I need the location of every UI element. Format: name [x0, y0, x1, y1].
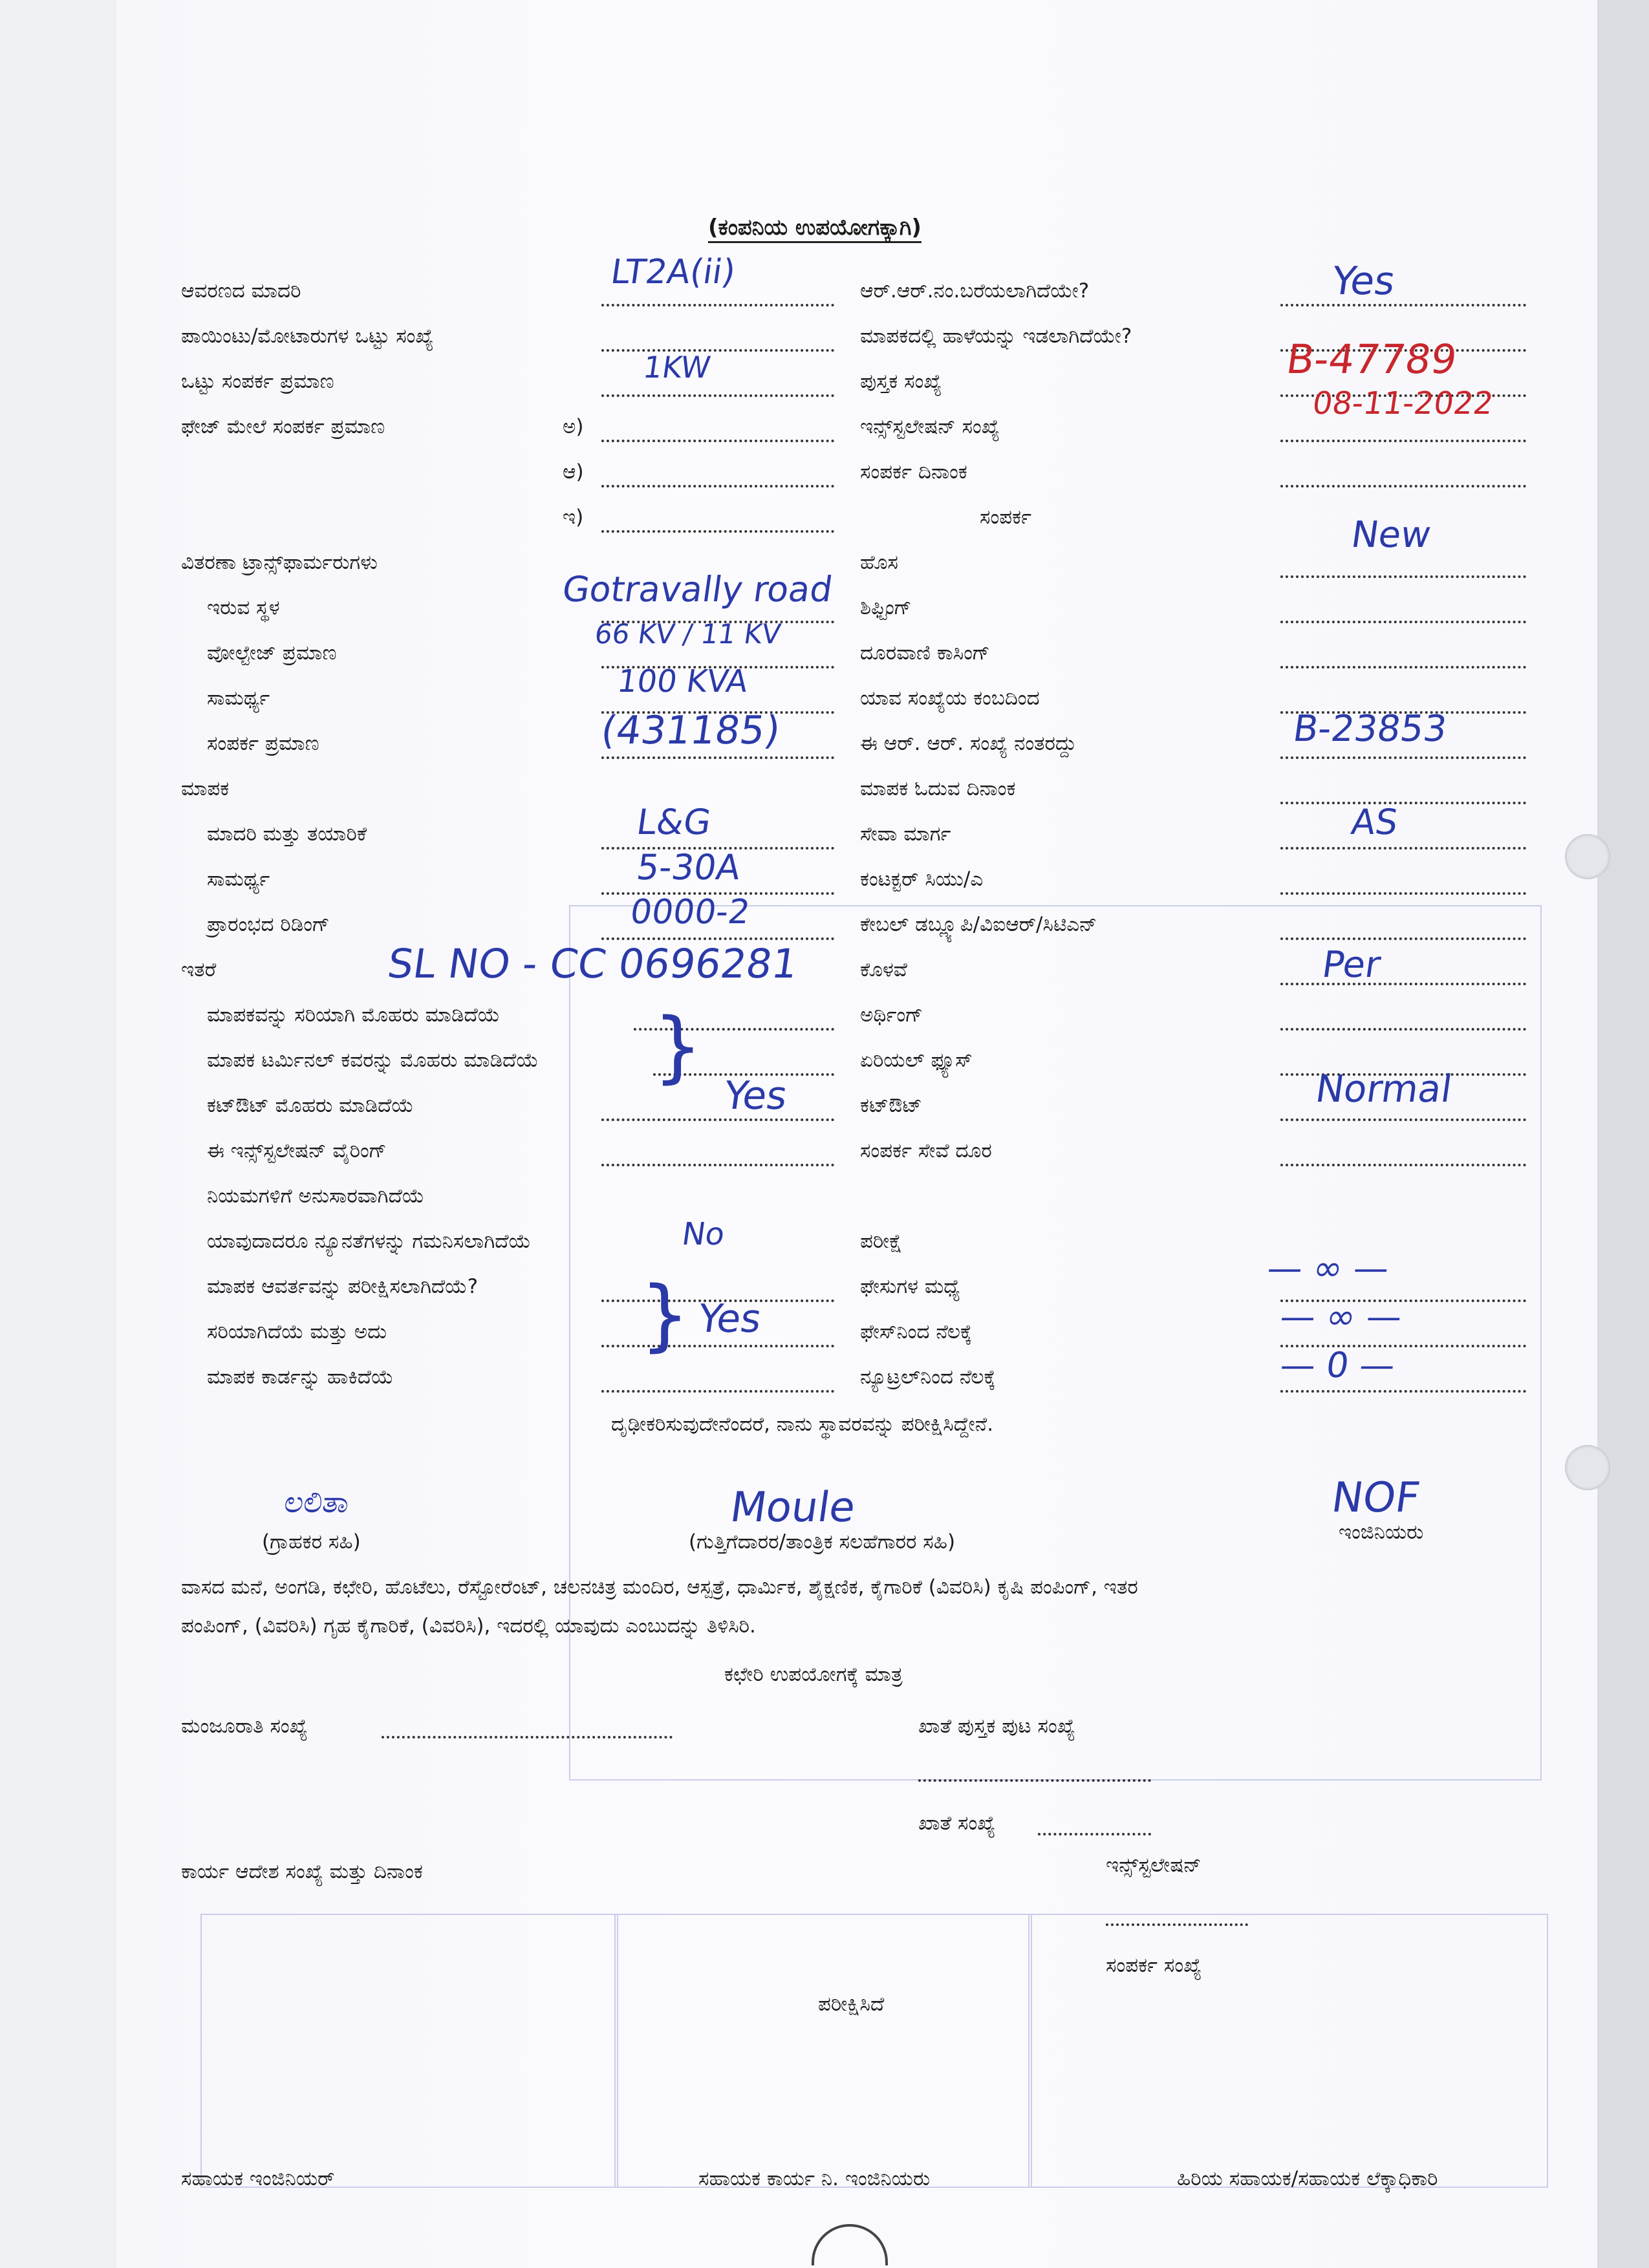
field-shifting[interactable] [1280, 621, 1526, 623]
label-q-rules: ನಿಯಮಗಳಿಗೆ ಅನುಸಾರವಾಗಿದೆಯೆ [207, 1184, 425, 1208]
label-cable: ಕೇಬಲ್ ಡಬ್ಲ್ಯೂಪಿ/ವಿಐಆರ್/ಸಿಟಿಎನ್ [860, 913, 1097, 936]
label-meter: ಮಾಪಕ [181, 777, 230, 800]
label-accounts-officer: ಹಿರಿಯ ಸಹಾಯಕ/ಸಹಾಯಕ ಲೆಕ್ಕಾಧಿಕಾರಿ [1177, 2167, 1438, 2190]
label-phone-casing: ದೂರವಾಣಿ ಕಾಸಿಂಗ್ [860, 641, 990, 665]
label-phase-load: ಫೇಜ್ ಮೇಲೆ ಸಂಪರ್ಕ ಪ್ರಮಾಣ [181, 415, 385, 438]
field-phase-c[interactable] [601, 530, 834, 533]
label-q-correct: ಸರಿಯಾಗಿದೆಯೆ ಮತ್ತು ಅದು [207, 1320, 387, 1343]
label-connection: ಸಂಪರ್ಕ [980, 506, 1032, 529]
field-service-line[interactable] [1280, 847, 1526, 850]
label-account-no: ಖಾತೆ ಸಂಖ್ಯೆ [918, 1812, 996, 1835]
hw-location: Gotravally road [559, 569, 835, 610]
field-total-load[interactable] [601, 394, 834, 397]
punch-hole-bottom [1565, 1445, 1610, 1490]
field-neutral-earth[interactable] [1280, 1390, 1526, 1393]
field-q-cutout-sealed[interactable] [601, 1118, 834, 1121]
field-new[interactable] [1280, 575, 1526, 578]
label-rr-written: ಆರ್.ಆರ್.ನಂ.ಬರೆಯಲಾಗಿದೆಯೇ? [860, 279, 1090, 303]
label-between-phases: ಫೇಸುಗಳ ಮಧ್ಯೆ [860, 1275, 960, 1298]
label-work-order: ಕಾರ್ಯ ಆದೇಶ ಸಂಖ್ಯೆ ಮತ್ತು ದಿನಾಂಕ [181, 1860, 423, 1883]
usage-note-line-1: ವಾಸದ ಮನೆ, ಅಂಗಡಿ, ಕಛೇರಿ, ಹೊಟೆಲು, ರೆಸ್ಟೋರೆಂಟ್, ಚಲನಚಿತ್ರ ಮಂದಿರ, ಆಸ್ಪತ್ರೆ, ಧಾರ್ಮಿಕ, ಶೈಕ್ಷಣಿಕ, ಕೈಗಾರಿಕೆ (ವಿವರಿಸಿ) ಕೃಷಿ ಪಂಪಿಂಗ್, ಇತರ [181, 1576, 1138, 1599]
label-installation-no: ಇನ್ಸ್‌ಸ್ಟಲೇಷನ್ ಸಂಖ್ಯೆ [860, 415, 1000, 438]
label-location: ಇರುವ ಸ್ಥಳ [207, 596, 280, 619]
hw-serial-no: SL NO - CC 0696281 [384, 940, 801, 987]
label-engineer: ಇಂಜಿನಿಯರು [1339, 1521, 1424, 1544]
hw-consumer-signature: ಲಲಿತಾ [282, 1484, 352, 1519]
field-ledger-page[interactable] [918, 1779, 1151, 1782]
label-office-installation: ಇನ್ಸ್‌ಸ್ಟಲೇಷನ್ [1106, 1854, 1202, 1877]
hw-service-line: AS [1348, 802, 1401, 842]
field-premises-type[interactable] [601, 304, 834, 306]
label-book-no: ಪುಸ್ತಕ ಸಂಖ್ಯೆ [860, 370, 942, 393]
field-after-rr[interactable] [1280, 756, 1526, 759]
label-assistant-executive-engineer: ಸಹಾಯಕ ಕಾರ್ಯ ನಿ. ಇಂಜಿನಿಯರು [698, 2167, 931, 2190]
label-neutral-earth: ನ್ಯೂಟ್ರಲ್‌ನಿಂದ ನೆಲಕ್ಕೆ [860, 1365, 996, 1389]
label-service-distance: ಸಂಪರ್ಕ ಸೇವೆ ದೂರ [860, 1139, 992, 1162]
usage-note-line-2: ಪಂಪಿಂಗ್, (ವಿವರಿಸಿ) ಗೃಹ ಕೈಗಾರಿಕೆ, (ವಿವರಿಸಿ), ಇದರಲ್ಲಿ ಯಾವುದು ಎಂಬುದನ್ನು ತಿಳಿಸಿರಿ. [181, 1614, 756, 1638]
field-contactor[interactable] [1280, 892, 1526, 895]
label-others: ಇತರೆ [181, 958, 217, 981]
field-points-count[interactable] [601, 349, 834, 352]
field-phone-casing[interactable] [1280, 666, 1526, 669]
hw-seal-yes: Yes [721, 1073, 790, 1118]
confirmation-text: ದೃಢೀಕರಿಸುವುದೇನೆಂದರೆ, ನಾನು ಸ್ಥಾವರವನ್ನು ಪರೀಕ್ಷಿಸಿದ್ದೇನೆ. [611, 1413, 994, 1436]
label-q-meter-sealed: ಮಾಪಕವನ್ನು ಸರಿಯಾಗಿ ಮೊಹರು ಮಾಡಿದೆಯೆ [207, 1003, 501, 1027]
label-sub-a: ಅ) [563, 415, 584, 438]
label-sub-c: ಇ) [563, 506, 584, 529]
label-reading-date: ಮಾಪಕ ಓದುವ ದಿನಾಂಕ [860, 777, 1016, 800]
label-sub-b: ಆ) [563, 460, 584, 484]
label-checked: ಪರೀಕ್ಷಿಸಿದೆ [818, 1993, 885, 2016]
field-q-card[interactable] [601, 1390, 834, 1393]
label-total-load: ಒಟ್ಟು ಸಂಪರ್ಕ ಪ್ರಮಾಣ [181, 370, 334, 393]
office-box-divider-1 [614, 1914, 618, 2188]
label-earthing: ಅರ್ಥಿಂಗ್ [860, 1003, 923, 1027]
label-service-line: ಸೇವಾ ಮಾರ್ಗ [860, 822, 951, 846]
hw-pipe: Per [1319, 944, 1383, 986]
label-premises-type: ಆವರಣದ ಮಾದರಿ [181, 279, 301, 303]
field-reading-date[interactable] [1280, 802, 1526, 804]
page-title: (ಕಂಪನಿಯ ಉಪಯೋಗಕ್ಕಾಗಿ) [708, 217, 921, 243]
field-phase-a[interactable] [601, 440, 834, 442]
hw-book-no: B-47789 [1283, 336, 1460, 383]
label-shifting: ಶಿಫ್ಟಿಂಗ್ [860, 596, 912, 619]
hw-new: New [1348, 514, 1434, 556]
label-pipe: ಕೊಳವೆ [860, 958, 907, 981]
label-make: ಮಾದರಿ ಮತ್ತು ತಯಾರಿಕೆ [207, 822, 367, 846]
label-cutout: ಕಟ್‌ಔಟ್ [860, 1094, 922, 1117]
hw-kva: 100 KVA [615, 663, 750, 700]
punch-hole-top [1565, 834, 1610, 879]
label-conn-load: ಸಂಪರ್ಕ ಪ್ರಮಾಣ [207, 732, 319, 755]
label-test: ಪರೀಕ್ಷೆ [860, 1230, 903, 1253]
label-capacity: ಸಾಮರ್ಥ್ಯ [207, 687, 270, 710]
hw-initial-reading: 0000-2 [627, 893, 753, 932]
label-q-defects: ಯಾವುದಾದರೂ ನ್ಯೂನತೆಗಳನ್ನು ಗಮನಿಸಲಾಗಿದೆಯೆ [207, 1230, 532, 1253]
hw-after-rr: B-23853 [1290, 708, 1450, 750]
field-cutout[interactable] [1280, 1118, 1526, 1121]
label-q-terminal-sealed: ಮಾಪಕ ಟರ್ಮಿನಲ್ ಕವರನ್ನು ಮೊಹರು ಮಾಡಿದೆಯೆ [207, 1049, 539, 1072]
label-after-rr: ಈ ಆರ್. ಆರ್. ಸಂಖ್ಯೆ ನಂತರದ್ದು [860, 732, 1077, 755]
label-q-wiring: ಈ ಇನ್ಸ್‌ಸ್ಟಲೇಷನ್ ವೈರಿಂಗ್ [207, 1139, 387, 1162]
field-account-no[interactable] [1038, 1833, 1151, 1835]
label-voltage: ವೋಲ್ಟೇಜ್ ಪ್ರಮಾಣ [207, 641, 337, 665]
label-contractor-signature: (ಗುತ್ತಿಗೆದಾರರ/ತಾಂತ್ರಿಕ ಸಲಹೆಗಾರರ ಸಹಿ) [689, 1530, 956, 1554]
hw-neutral-earth: — 0 — [1277, 1345, 1398, 1385]
hw-voltage: 66 KV / 11 KV [592, 618, 783, 650]
label-q-cutout-sealed: ಕಟ್‌ಔಟ್ ಮೊಹರು ಮಾಡಿದೆಯೆ [207, 1094, 414, 1117]
label-aerial-fuse: ಏರಿಯಲ್ ಫ್ಯೂಸ್ [860, 1049, 973, 1072]
hw-cutout: Normal [1313, 1067, 1455, 1111]
field-phase-b[interactable] [601, 485, 834, 487]
label-assistant-engineer: ಸಹಾಯಕ ಇಂಜಿನಿಯರ್ [181, 2167, 335, 2190]
label-connection-date: ಸಂಪರ್ಕ ದಿನಾಂಕ [860, 460, 967, 484]
hw-meter-capacity: 5-30A [634, 847, 743, 888]
label-meter-capacity: ಸಾಮರ್ಥ್ಯ [207, 868, 270, 891]
label-sanction-no: ಮಂಜೂರಾತಿ ಸಂಖ್ಯೆ [181, 1715, 308, 1738]
field-rr-written[interactable] [1280, 304, 1526, 306]
label-office-connection-no: ಸಂಪರ್ಕ ಸಂಖ್ಯೆ [1106, 1954, 1202, 1977]
label-meter-sheet: ಮಾಪಕದಲ್ಲಿ ಹಾಳೆಯನ್ನು ಇಡಲಾಗಿದೆಯೇ? [860, 325, 1132, 348]
label-phase-earth: ಫೇಸ್‌ನಿಂದ ನೆಲಕ್ಕೆ [860, 1320, 973, 1343]
office-box [200, 1914, 1548, 2188]
hw-test-yes: Yes [695, 1296, 764, 1342]
hw-load: 1KW [641, 350, 713, 385]
field-cable[interactable] [1280, 937, 1526, 940]
label-contactor: ಕಂಟಕ್ಟರ್ ಸಿಯು/ಎ [860, 868, 984, 891]
label-ledger-page: ಖಾತೆ ಪುಸ್ತಕ ಪುಟ ಸಂಖ್ಯೆ [918, 1715, 1075, 1738]
label-new: ಹೊಸ [860, 551, 898, 574]
field-installation-no[interactable] [1280, 440, 1526, 442]
bleed-through-table [569, 905, 1542, 1781]
hw-phase-earth: — ∞ — [1277, 1296, 1405, 1337]
hw-engineer-signature: NOF [1328, 1474, 1423, 1522]
hw-rr-yes: Yes [1329, 259, 1398, 304]
field-office-installation[interactable] [1106, 1923, 1248, 1926]
field-sanction-no[interactable] [382, 1736, 673, 1738]
label-initial-reading: ಪ್ರಾರಂಭದ ರಿಡಿಂಗ್ [207, 913, 330, 936]
office-box-divider-2 [1028, 1914, 1032, 2188]
field-conn-load[interactable] [601, 756, 834, 759]
field-pipe[interactable] [1280, 983, 1526, 985]
label-consumer-signature: (ಗ್ರಾಹಕರ ಸಹಿ) [262, 1530, 361, 1554]
hw-contractor-signature: Moule [727, 1484, 859, 1532]
label-pole-no: ಯಾವ ಸಂಖ್ಯೆಯ ಕಂಬದಿಂದ [860, 687, 1040, 710]
hw-connection-date: 08-11-2022 [1310, 385, 1496, 422]
hw-between-phases: — ∞ — [1264, 1248, 1392, 1289]
label-q-rotation: ಮಾಪಕ ಆವರ್ತವನ್ನು ಪರೀಕ್ಷಿಸಲಾಗಿದೆಯೆ? [207, 1275, 479, 1298]
hw-make: L&G [634, 802, 714, 842]
field-q-correct[interactable] [601, 1345, 834, 1347]
label-transformer: ವಿತರಣಾ ಟ್ರಾನ್ಸ್‌ಫಾರ್ಮರುಗಳು [181, 551, 378, 574]
office-title: ಕಛೇರಿ ಉಪಯೋಗಕ್ಕೆ ಮಾತ್ರ [724, 1663, 903, 1686]
field-earthing[interactable] [1280, 1028, 1526, 1031]
hw-tariff: LT2A(ii) [608, 253, 738, 292]
hw-brace-test: } [640, 1270, 690, 1360]
hw-tc-code: (431185) [598, 708, 783, 753]
hw-brace-seals: } [653, 1002, 703, 1092]
field-q-wiring[interactable] [601, 1164, 834, 1166]
field-connection-date[interactable] [1280, 485, 1526, 487]
label-points-count: ಪಾಯಿಂಟು/ಮೋಟಾರುಗಳ ಒಟ್ಟು ಸಂಖ್ಯೆ [181, 325, 434, 348]
field-service-distance[interactable] [1280, 1164, 1526, 1166]
label-q-card: ಮಾಪಕ ಕಾರ್ಡನ್ನು ಹಾಕಿದೆಯೆ [207, 1365, 394, 1389]
hw-defects: No [680, 1216, 727, 1252]
